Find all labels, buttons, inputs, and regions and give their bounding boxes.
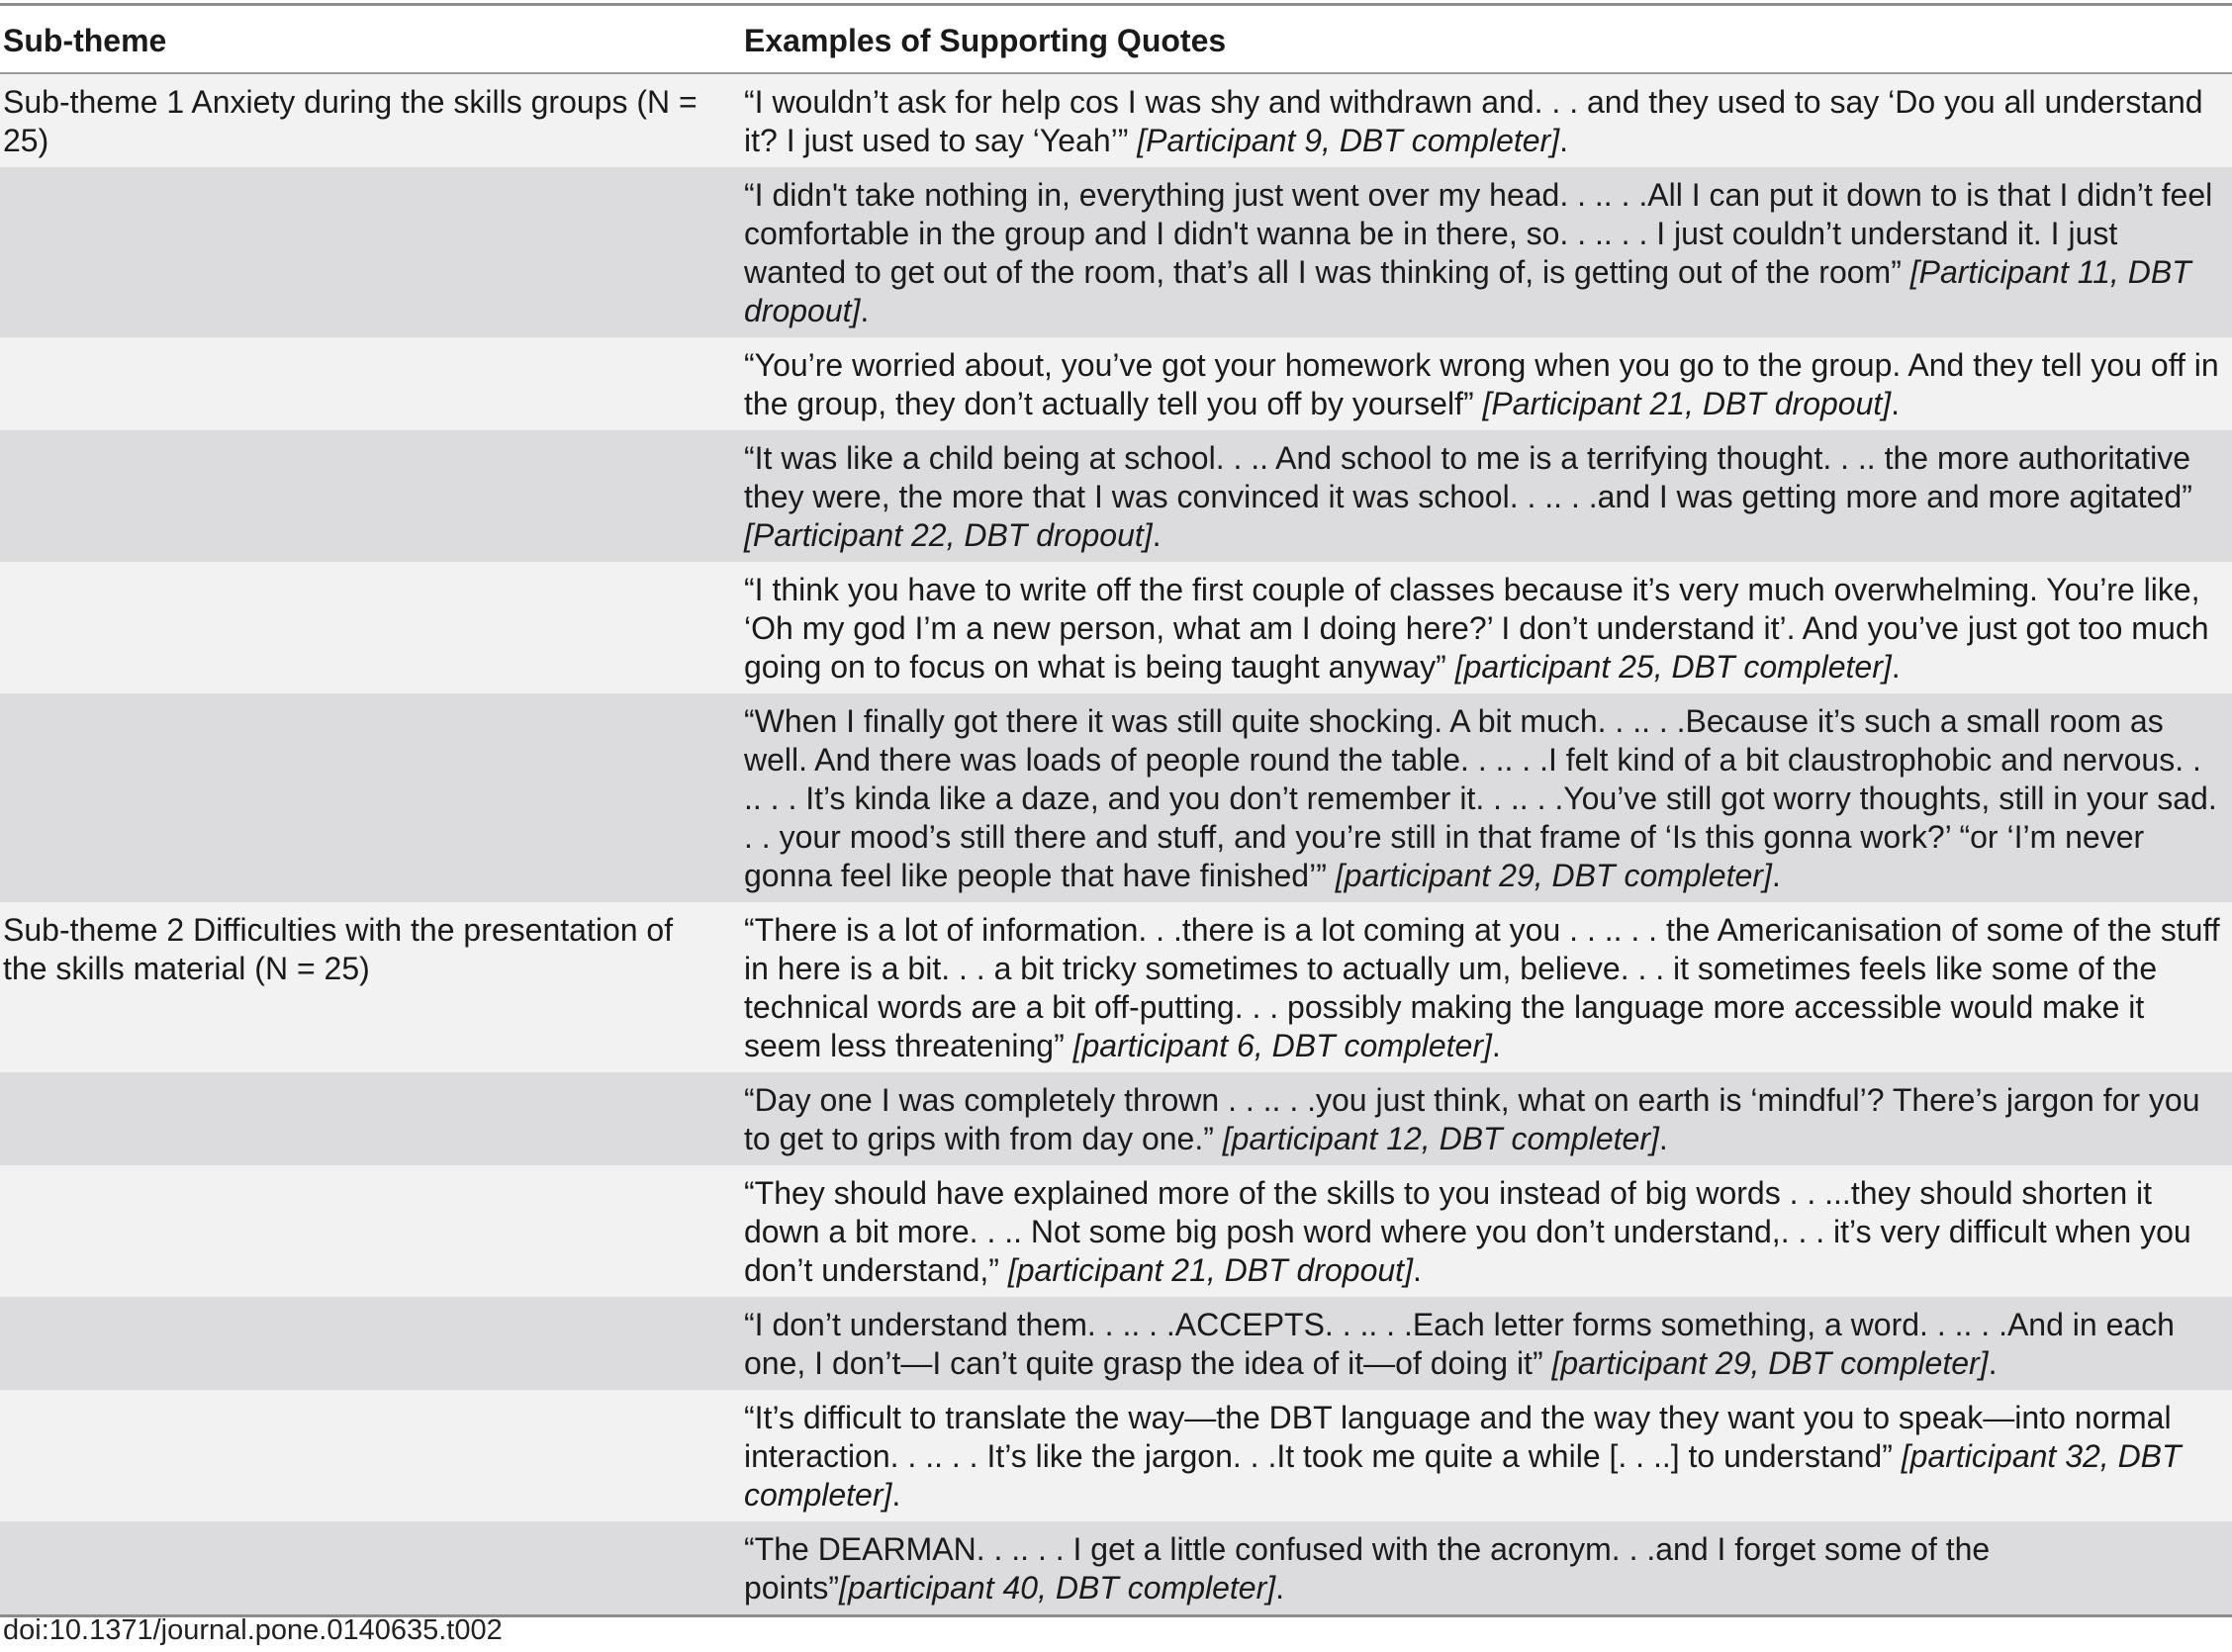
quote-cell [744,1521,2232,1614]
table-row [0,1297,2232,1390]
table-row [0,1165,2232,1297]
table-row [0,337,2232,430]
table-row [0,693,2232,902]
quote-end-punctuation: . [1891,386,1901,421]
quote-end-punctuation: . [860,293,870,328]
quote-text: “When I finally got there it was still quite shocking. A bit much. . .. . .Because it’s such a small room as well. And there was loads of people round the table. . .. . .I felt kind of a bit claustrophobic and nervous. . .. . . It’s kinda like a daze, and you don’t remember it. . .. . .You’ve still got worry thoughts, still in your sad. . . your mood’s still there and stuff, and you’re still in that frame of ‘Is this gonna work?’ “or ‘I’m never gonna feel like people that have finished’” [744,703,2226,893]
quote-end-punctuation: . [1152,517,1162,553]
quote-end-punctuation: . [1771,858,1781,893]
quote-attribution: [participant 29, DBT completer] [1335,858,1772,893]
quote-end-punctuation: . [1275,1570,1285,1606]
subtheme-cell [0,1072,744,1165]
quote-cell [744,562,2232,693]
header-subtheme: Sub-theme [3,23,167,58]
quote-text: “I wouldn’t ask for help cos I was shy and withdrawn and. . . and they used to say ‘Do you all understand it? I just used to say ‘Yeah’” [744,84,2212,158]
subtheme-cell [0,337,744,430]
table-row [0,1390,2232,1521]
quote-end-punctuation: . [1491,1028,1501,1063]
quote-attribution: [participant 12, DBT completer] [1222,1121,1659,1156]
quote-text: “They should have explained more of the skills to you instead of big words . . ...they should shorten it down a bit more. . .. Not some big posh word where you don’t understand,. . . it’s very difficult when you don’t understand,” [744,1175,2200,1288]
quote-text: “The DEARMAN. . .. . . I get a little confused with the acronym. . .and I forget some of the points” [744,1531,2000,1606]
quote-cell [744,693,2232,902]
quote-text: “It’s difficult to translate the way—the DBT language and the way they want you to speak—into normal interaction. . .. . . It’s like the jargon. . .It took me quite a while [. . ..] to understand” [744,1400,2181,1474]
subtheme-cell [0,693,744,902]
table-row [0,430,2232,562]
quote-text: “I didn't take nothing in, everything just went over my head. . .. . .All I can put it down to is that I didn’t feel comfortable in the group and I didn't wanna be in there, so. . .. . . I just couldn’t understand it. I just wanted to get out of the room, that’s all I was thinking of, is getting out of the room” [744,177,2222,290]
table-row [0,74,2232,167]
quote-end-punctuation: . [1658,1121,1668,1156]
quote-cell [744,167,2232,337]
subtheme-cell: Sub-theme 2 Difficulties with the presentation of the skills material (N = 25) [3,912,674,986]
subtheme-cell [0,1521,744,1614]
subtheme-cell [0,1165,744,1297]
quote-attribution: [participant 6, DBT completer] [1072,1028,1492,1063]
subtheme-cell [0,430,744,562]
quote-attribution: [participant 32, DBT completer] [744,1438,2182,1513]
quote-attribution: [participant 40, DBT completer] [839,1570,1276,1606]
quote-attribution: [Participant 22, DBT dropout] [744,517,1153,553]
quote-attribution: [Participant 11, DBT dropout] [744,254,2191,328]
quote-cell [744,337,2232,430]
quote-cell [744,1072,2232,1165]
quote-end-punctuation: . [1412,1252,1422,1288]
quote-text: “You’re worried about, you’ve got your homework wrong when you go to the group. And they tell you off in the group, they don’t actually tell you off by yourself” [744,347,2228,421]
quote-attribution: [participant 29, DBT completer] [1551,1345,1989,1381]
quote-text: “There is a lot of information. . .there is a lot coming at you . . .. . . the Americanisation of some of the stuff in here is a bit. . . a bit tricky sometimes to actually um, believe. . . it sometimes feels like some of the technical words are a bit off-putting. . . possibly making the language more accessible would make it seem less threatening” [744,912,2229,1063]
table-row [0,562,2232,693]
subtheme-cell [0,167,744,337]
quote-cell [744,430,2232,562]
quote-text: “I think you have to write off the first couple of classes because it’s very much overwhelming. You’re like, ‘Oh my god I’m a new person, what am I doing here?’ I don’t understand it’. And you’ve just got too much going on to focus on what is being taught anyway” [744,572,2218,685]
quote-text: “Day one I was completely thrown . . .. . .you just think, what on earth is ‘mindful’? There’s jargon for you to get to grips with from day one.” [744,1082,2209,1156]
quote-cell [744,1165,2232,1297]
table-row [0,902,2232,1072]
quote-attribution: [participant 25, DBT completer] [1454,649,1892,685]
doi-label: doi:10.1371/journal.pone.0140635.t002 [3,1614,503,1646]
quote-cell [744,1297,2232,1390]
subtheme-cell [0,1297,744,1390]
quote-cell [744,1390,2232,1521]
quote-end-punctuation: . [1891,649,1901,685]
quote-cell [744,74,2232,167]
quote-end-punctuation: . [1988,1345,1998,1381]
subtheme-cell: Sub-theme 1 Anxiety during the skills groups (N = 25) [3,84,698,158]
quote-cell [744,902,2232,1072]
subtheme-cell [0,562,744,693]
quote-end-punctuation: . [891,1477,901,1513]
quote-attribution: [participant 21, DBT dropout] [1007,1252,1413,1288]
table-row [0,1521,2232,1614]
header-quotes: Examples of Supporting Quotes [744,23,1227,58]
table-header-row [0,6,2232,74]
quote-text: “I don’t understand them. . .. . .ACCEPTS. . .. . .Each letter forms something, a word. . .. . .And in each one, I don’t—I can’t quite grasp the idea of it—of doing it” [744,1307,2184,1381]
subtheme-cell [0,1390,744,1521]
quote-text: “It was like a child being at school. . .. And school to me is a terrifying thought. . .. the more authoritative they were, the more that I was convinced it was school. . .. . .and I was getting more and more agitated” [744,440,2201,514]
table-body [0,74,2232,1614]
quote-attribution: [Participant 9, DBT completer] [1137,123,1560,158]
quote-attribution: [Participant 21, DBT dropout] [1482,386,1892,421]
table-row [0,1072,2232,1165]
quote-end-punctuation: . [1559,123,1568,158]
table-row [0,167,2232,337]
